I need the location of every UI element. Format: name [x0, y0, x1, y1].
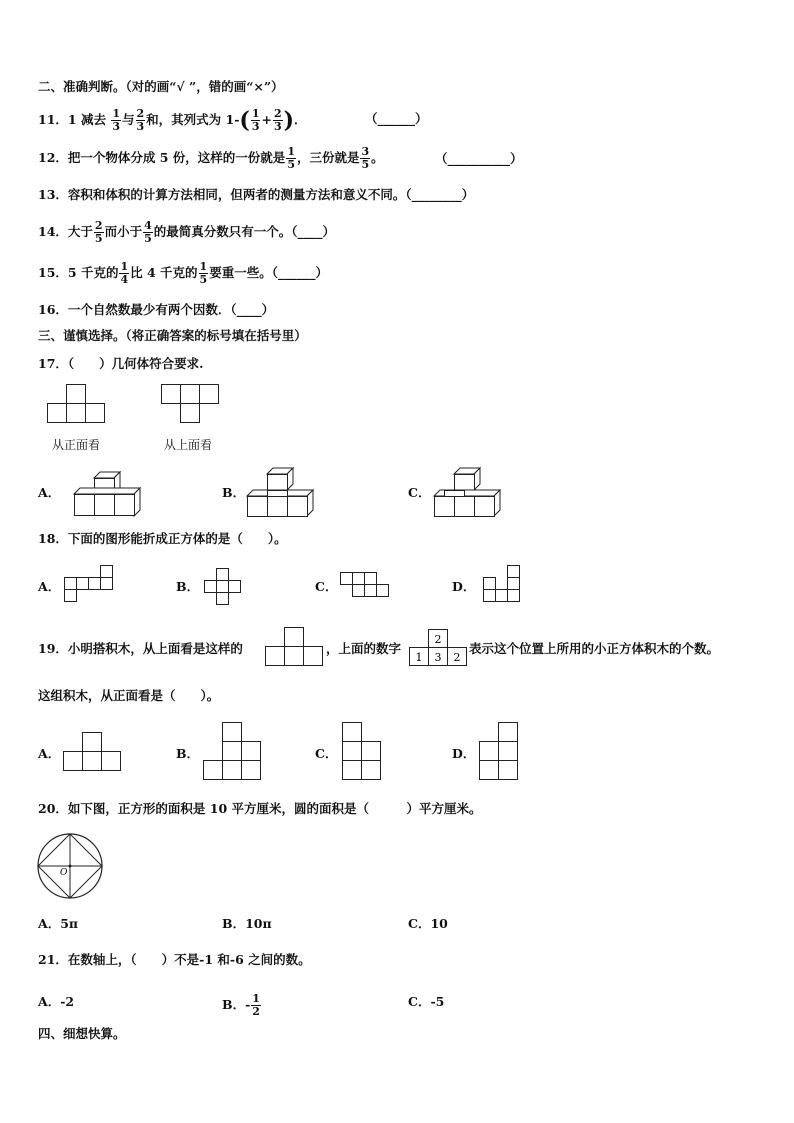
- question-11: 11．1 减去 $\frac{1}{3}$ 与 $\frac{2}{3}$ 和，其列式为 1-( $\frac{1}{3}$ + $\frac{2}{3}$ )．: [38, 107, 307, 134]
- question-17: 17．（ ）几何体符合要求.: [38, 356, 204, 371]
- q11-text: 1 减去: [67, 112, 106, 127]
- q17-front-view-figure: [47, 384, 107, 424]
- q21-option-c[interactable]: C．-5: [408, 994, 445, 1009]
- q19-option-b-figure[interactable]: [203, 722, 263, 782]
- question-12: 12．把一个物体分成 5 份，这样的一份就是 $\frac{1}{5}$ ，三份就是 $\frac{3}{5}$ 。: [38, 145, 384, 171]
- q12-fraction-2: $\frac{3}{5}$: [361, 145, 370, 171]
- q18-option-a-label[interactable]: A．: [38, 579, 61, 594]
- q17-top-view-caption: 从上面看: [164, 438, 213, 452]
- q19-grid-number-1: 1: [415, 651, 423, 664]
- q18-option-d-net[interactable]: [483, 565, 527, 607]
- q19-grid-number-2: 3: [434, 651, 442, 664]
- question-20: 20．如下图，正方形的面积是 10 平方厘米，圆的面积是（ ）平方厘米。: [38, 801, 482, 816]
- q17-option-a-label[interactable]: A．: [38, 485, 61, 500]
- question-18: 18．下面的图形能折成正方体的是（ ）。: [38, 531, 287, 546]
- q15-answer-blank[interactable]: （______）: [271, 265, 328, 280]
- q17-option-c-label[interactable]: C．: [408, 485, 431, 500]
- q13-answer-blank[interactable]: （________）: [405, 187, 475, 202]
- question-19-text-1: 19．小明搭积木，从上面看是这样的: [38, 641, 243, 656]
- q19-number-grid: [409, 629, 469, 667]
- q21-option-b-fraction: $\frac{1}{2}$: [252, 992, 260, 1018]
- q19-option-b-label[interactable]: B．: [176, 746, 200, 761]
- q19-option-c-label[interactable]: C．: [315, 746, 338, 761]
- q13-text: 容积和体积的计算方法相同，但两者的测量方法和意义不同。: [67, 187, 406, 202]
- q17-top-view-figure: [161, 384, 221, 424]
- q15-fraction-1: $\frac{1}{4}$: [120, 260, 129, 286]
- q18-option-a-net[interactable]: [64, 565, 118, 605]
- question-19-text-4: 这组积木，从正面看是（ ）。: [38, 688, 220, 703]
- q12-fraction-1: $\frac{1}{5}$: [287, 145, 295, 171]
- q14-fraction-2: $\frac{4}{5}$: [144, 219, 152, 245]
- q19-option-a-label[interactable]: A．: [38, 746, 61, 761]
- q21-option-b[interactable]: B．- $\frac{1}{2}$: [222, 992, 260, 1018]
- q13-number: 13．: [38, 187, 68, 202]
- q18-option-c-label[interactable]: C．: [315, 579, 338, 594]
- question-15: 15．5 千克的 $\frac{1}{4}$ 比 4 千克的 $\frac{1}{5}$ 要重一些。（______）: [38, 260, 328, 286]
- q20-center-label: O: [60, 868, 68, 878]
- q11-answer-blank[interactable]: （______）: [365, 111, 428, 126]
- q20-option-a[interactable]: A．5π: [38, 916, 79, 931]
- q11-fraction-4: $\frac{2}{3}$: [273, 107, 282, 133]
- question-14: 14．大于 $\frac{2}{5}$ 而小于 $\frac{4}{5}$ 的最简真分数只有一个。（____）: [38, 219, 336, 245]
- q11-number: 11．: [38, 112, 68, 127]
- q16-answer-blank[interactable]: （____）: [230, 302, 275, 317]
- q19-option-c-figure[interactable]: [342, 722, 384, 782]
- q18-option-b-net[interactable]: [204, 568, 246, 608]
- q17-option-b-figure[interactable]: [245, 466, 325, 520]
- q11-fraction-3: $\frac{1}{3}$: [251, 107, 260, 133]
- q21-option-a[interactable]: A．-2: [38, 994, 75, 1009]
- q12-text: 把一个物体分成 5 份，这样的一份就是: [67, 150, 286, 165]
- q17-option-c-figure[interactable]: [432, 466, 512, 520]
- q12-number: 12．: [38, 150, 68, 165]
- q15-number: 15．: [38, 265, 68, 280]
- question-19-text-2: ，上面的数字: [326, 641, 402, 656]
- q19-option-a-figure[interactable]: [63, 732, 123, 772]
- section-4-title: 四、细想快算。: [38, 1026, 126, 1041]
- q18-option-c-net[interactable]: [340, 572, 396, 602]
- q20-option-b[interactable]: B．10π: [222, 916, 272, 931]
- q20-option-c[interactable]: C．10: [408, 916, 448, 931]
- section-3-title: 三、谨慎选择。（将正确答案的标号填在括号里）: [38, 328, 307, 343]
- q16-number: 16．: [38, 302, 68, 317]
- q14-number: 14．: [38, 224, 68, 239]
- q14-fraction-1: $\frac{2}{5}$: [94, 219, 103, 245]
- q19-option-d-label[interactable]: D．: [452, 746, 476, 761]
- q19-grid-top-number: 2: [434, 633, 442, 646]
- section-2-title: 二、准确判断。（对的画“√ ”，错的画“×”）: [38, 79, 284, 94]
- q15-fraction-2: $\frac{1}{5}$: [199, 260, 208, 286]
- q18-option-d-label[interactable]: D．: [452, 579, 476, 594]
- q17-option-b-label[interactable]: B．: [222, 485, 246, 500]
- q19-option-d-figure[interactable]: [479, 722, 521, 782]
- q14-answer-blank[interactable]: （____）: [291, 224, 336, 239]
- q17-option-a-figure[interactable]: [72, 470, 152, 520]
- q12-answer-blank[interactable]: （__________）: [435, 151, 523, 166]
- question-19-text-3: 表示这个位置上所用的小正方体积木的个数。: [469, 641, 720, 656]
- q19-grid-number-3: 2: [453, 651, 461, 664]
- q20-circle-square-figure: [37, 833, 105, 901]
- q18-option-b-label[interactable]: B．: [176, 579, 200, 594]
- q17-front-view-caption: 从正面看: [52, 438, 101, 452]
- q11-fraction-2: $\frac{2}{3}$: [136, 107, 145, 133]
- q11-fraction-1: $\frac{1}{3}$: [112, 107, 120, 133]
- question-13: [38, 186, 474, 204]
- q19-top-view-figure: [265, 627, 325, 667]
- question-21: 21．在数轴上，（ ）不是-1 和-6 之间的数。: [38, 952, 311, 967]
- question-16: 16．一个自然数最少有两个因数．（____）: [38, 302, 275, 317]
